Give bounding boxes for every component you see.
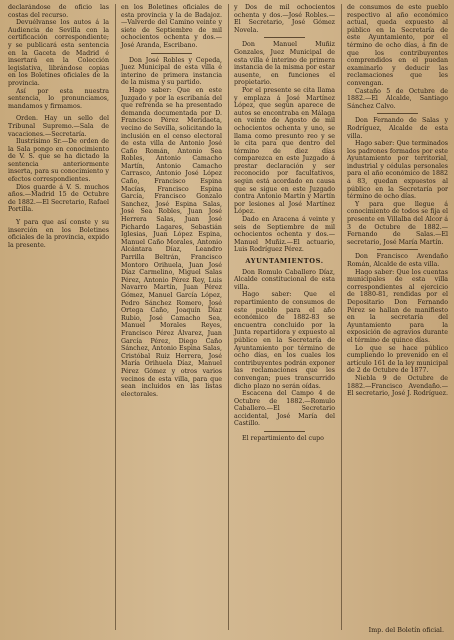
paragraph: Hago saber: Que el repartimiento de consumos de este pueblo para el año económico de 1882-83 se encuentra concluido por la Junta repartidora y expuesto al público en la Secretaría de Ayuntamiento por término de ocho días, en los cuales los contribuyentes podrán exponer las reclamaciones que les convengan; pues transcurrido dicho plazo no serán oídas. bbox=[234, 291, 335, 390]
paragraph: Dios guarde á V. S. muchos años.—Madrid 15 de Octubre de 1882.—El Secretario, Rafael Portilla. bbox=[8, 183, 109, 214]
paragraph: Don José Robles y Cepeda, Juez Municipal de esta villa é interino de primera instancia de la misma y su partido. bbox=[121, 56, 222, 87]
paragraph: Y para que así conste y su inserción en los Boletines oficiales de la provincia, expido la presente. bbox=[8, 219, 109, 249]
paragraph: y Dos de mil ochocientos ochenta y dos.—José Robles.—El Secretario, José Gómez Novela. bbox=[234, 4, 335, 34]
text-columns bbox=[8, 4, 448, 630]
divider bbox=[151, 53, 191, 54]
column-4 bbox=[341, 4, 448, 630]
divider bbox=[264, 37, 304, 38]
paragraph: en los Boletines oficiales de esta provincia y la de Badajoz.—Valverde del Camino veinte y siete de Septiembre de mil ochocientos ochenta y dos.—José Aranda, Escribano. bbox=[121, 4, 222, 49]
paragraph: Lo que se hace público cumpliendo lo prevenido en el artículo 161 de la ley municipal de 2 de Octubre de 1877. bbox=[347, 344, 448, 375]
column-2 bbox=[115, 4, 222, 630]
paragraph: Orden. Hay un sello del Tribunal Supremo.—Sala de vacaciones.—Secretaría. bbox=[8, 115, 109, 138]
paragraph: Hago saber: Que en este Juzgado y por la escribanía del que refrenda se ha presentado demanda documentada por D. Francisco Pérez Meridaeta, vecino de Sevilla, solicitando la inclusión en el censo electoral de esta villa de Antonio José Caño Román, Antonio Sea Robles, Antonio Camacho Martín, Antonio Camacho Carrasco, Antonio José López Caño, Francisco Espina Macías, Francisco Espina García, Francisco Gonzalo Sanchez, José Espina Salas, José Sea Robles, Juan José Herrera Salas, Juan José Pichardo Lagares, Sebastián Iglesias, Juan López Espina, Manuel Caño Morales, Antonio Alcántara Díaz, Leandro Parrilla Beltrán, Francisco Montoro Orihuela, Juan José Díaz Carmelino, Miguel Salas Pérez, Antonio Pérez Rey, Luis Navarro Martín, Juan Pérez Gómez, Manuel García López, Pedro Sánchez Romero, José Ortega Caño, Joaquín Díaz Rubio, José Camacho Sea, Manuel Morales Reyes, Francisco Pérez Álvarez, Juan García Pérez, Diego Caño Sánchez, Antonio Espina Salas, Cristóbal Ruiz Herrera, José María Orihuela Díaz, Manuel Pérez Gómez y otros varios vecinos de esta villa, para que sean incluidos en las listas electorales. bbox=[121, 86, 222, 398]
paragraph: El repartimiento del cupo bbox=[242, 435, 324, 443]
divider bbox=[264, 431, 304, 432]
column-1 bbox=[8, 4, 109, 630]
column-3 bbox=[228, 4, 335, 630]
paragraph: Así por esta nuestra sentencia, lo pronunciamos, mandamos y firmamos. bbox=[8, 87, 109, 110]
paragraph: Devuélvanse los autos á la Audiencia de Sevilla con la certificación correspondiente; y se publicará esta sentencia en la Gaceta de Madrid é insertará en la Colección legislativa, librándose copias en los Boletines oficiales de la provincia. bbox=[8, 19, 109, 87]
paragraph: Hago saber: Que los cuentas municipales de esta villa correspondientes al ejercicio de 1880-81, rendidas por el Depositario Don Fernando Pérez se hallan de manifiesto en la secretaría del Ayuntamiento para la exposición de agravios durante el término de quince días. bbox=[347, 268, 448, 344]
printer-imprint: Imp. del Boletín oficial. bbox=[368, 626, 444, 634]
paragraph: Escacena del Campo 4 de Octubre de 1882.—Romulo Caballero.—El Secretario accidental, José María del Castillo. bbox=[234, 390, 335, 428]
section-title: AYUNTAMIENTOS. bbox=[245, 257, 324, 265]
paragraph: Dado en Aracena á veinte y seis de Septiembre de mil ochocientos ochenta y dos.—Manuel Muñiz.—El actuario, Luis Rodríguez Pérez. bbox=[234, 216, 335, 254]
paragraph: Castaño 5 de Octubre de 1882.—El Alcalde, Santiago Sánchez Calvo. bbox=[347, 87, 448, 110]
divider bbox=[377, 113, 417, 114]
paragraph: declarándose de oficio las costas del recurso. bbox=[8, 4, 109, 19]
divider bbox=[377, 249, 417, 250]
paragraph: Don Romulo Caballero Díaz, Alcalde constitucional de esta villa. bbox=[234, 268, 335, 291]
paragraph: Don Fernando de Salas y Rodríguez, Alcalde de esta villa. bbox=[347, 117, 448, 140]
paragraph: de consumos de este pueblo respectivo al año económico actual, queda expuesto al público en la Secretaría de este Ayuntamiento, por el término de ocho días, á fin de que los contribuyentes comprendidos en el puedan examinarlo y deducir las reclamaciones que les convengan. bbox=[347, 4, 448, 87]
paragraph: Hago saber: Que terminados los padrones formados por este Ayuntamiento por territorial, industrial y cédulas personales para el año económico de 1882 á 83, quedan expuestos al público en la Secretaría por término de ocho días. bbox=[347, 140, 448, 201]
paragraph: Por el presente se cita llama y emplaza á José Martínez López, que según aparece de autos se encontraba en Málaga en veinte de Agosto de mil ochocientos ochenta y uno, se llama como presunto reo y se le cita para que dentro del término de diez días comparezca en este Juzgado á prestar declaración y ser reconocido por facultativos, según está acordado en causa que se sigue en este Juzgado contra Antonio Martín y Martín por lesiones al José Martínez López. bbox=[234, 86, 335, 216]
paragraph: Don Francisco Avendaño Román, Alcalde de esta villa. bbox=[347, 253, 448, 268]
paragraph: Niebla 9 de Octubre de 1882.—Francisco Avendaño.—El secretario, José J. Rodríguez. bbox=[347, 374, 448, 398]
paragraph: Don Manuel Muñiz Gonzales, Juez Municipal de esta villa é interino de primera instancia de la misma por estar ausente, en funciones el propietario. bbox=[234, 41, 335, 87]
paragraph: Ilustrísimo Sr.—De orden de la Sala pongo en conocimiento de V. S. que se ha dictado la sentencia anteriormente inserta, para su conocimiento y efectos correspondientes. bbox=[8, 138, 109, 184]
paragraph: Y para que llegue á conocimiento de todos se fija el presente en Villalba del Alcor á 3 de Octubre de 1882.—Fernando de Salas.—El secretario, José María Martín. bbox=[347, 200, 448, 246]
